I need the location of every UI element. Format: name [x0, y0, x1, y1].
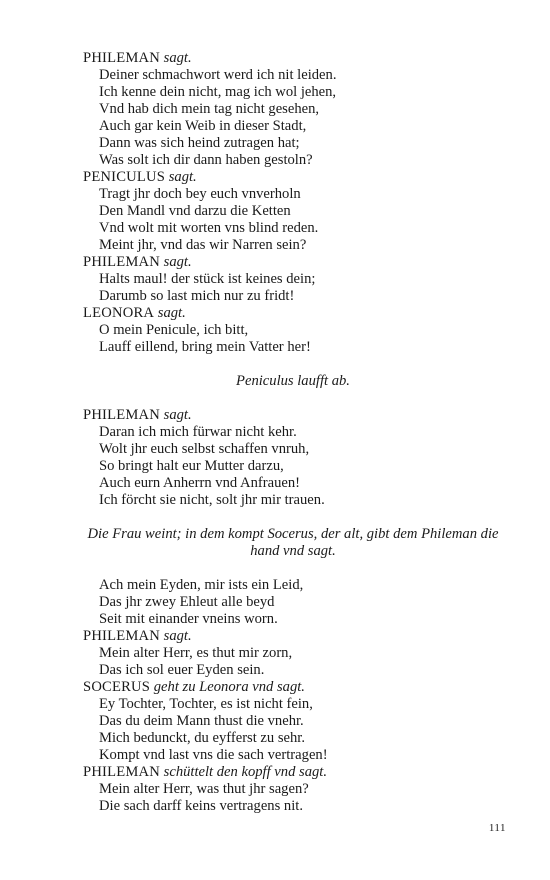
page-number: 111 [488, 822, 506, 834]
speaker-line [83, 305, 503, 322]
verse-line: Seit mit einander vneins worn. [99, 611, 278, 627]
verse-line: Meint jhr, vnd das wir Narren sein? [99, 237, 307, 253]
verse-line: Halts maul! der stück ist keines dein; [99, 271, 316, 287]
verse-line: Ey Tochter, Tochter, es ist nicht fein, [99, 696, 313, 712]
speaker-name: PHILEMAN [83, 50, 160, 66]
stage-direction-inline: sagt. [163, 407, 192, 423]
verse-line: Was solt ich dir dann haben gestoln? [99, 152, 313, 168]
verse-line: Wolt jhr euch selbst schaffen vnruh, [99, 441, 310, 457]
verse-line: Vnd hab dich mein tag nicht gesehen, [99, 101, 320, 117]
verse-line: Das jhr zwey Ehleut alle beyd [99, 594, 275, 610]
stage-direction-inline: geht zu Leonora vnd sagt. [153, 679, 305, 695]
stage-direction-inline: schüttelt den kopff vnd sagt. [163, 764, 327, 780]
verse-line: Auch gar kein Weib in dieser Stadt, [99, 118, 307, 134]
speaker-line [83, 407, 503, 424]
speaker-name: PHILEMAN [83, 254, 160, 270]
speaker-line [83, 254, 503, 271]
verse-line: Vnd wolt mit worten vns blind reden. [99, 220, 319, 236]
stage-direction-inline: sagt. [168, 169, 197, 185]
speaker-name: SOCERUS [83, 679, 151, 695]
stage-direction-inline: sagt. [163, 50, 192, 66]
page-text [83, 50, 503, 815]
stage-direction: Peniculus laufft ab. [236, 373, 350, 389]
speaker-name: PHILEMAN [83, 407, 160, 423]
speaker-line [83, 50, 503, 67]
blank-line [83, 509, 503, 526]
stage-direction: Die Frau weint; in dem kompt Socerus, der alt, gibt dem Phileman die hand vnd sagt. [87, 526, 499, 559]
verse-line: Lauff eillend, bring mein Vatter her! [99, 339, 311, 355]
stage-direction-inline: sagt. [163, 628, 192, 644]
blank-line [83, 560, 503, 577]
verse-line: So bringt halt eur Mutter darzu, [99, 458, 284, 474]
verse-line: Tragt jhr doch bey euch vnverholn [99, 186, 301, 202]
blank-line [83, 356, 503, 373]
verse-line: Mein alter Herr, was thut jhr sagen? [99, 781, 309, 797]
verse-line: Deiner schmachwort werd ich nit leiden. [99, 67, 337, 83]
verse-line: Die sach darff keins vertragens nit. [99, 798, 303, 814]
verse-line: Ich förcht sie nicht, solt jhr mir trauen. [99, 492, 325, 508]
verse-line: O mein Penicule, ich bitt, [99, 322, 249, 338]
verse-line: Kompt vnd last vns die sach vertragen! [99, 747, 328, 763]
verse-line: Daran ich mich fürwar nicht kehr. [99, 424, 297, 440]
speaker-name: PHILEMAN [83, 764, 160, 780]
speaker-line [83, 764, 503, 781]
verse-line: Mein alter Herr, es thut mir zorn, [99, 645, 293, 661]
verse-line: Auch eurn Anherrn vnd Anfrauen! [99, 475, 301, 491]
stage-direction-inline: sagt. [157, 305, 186, 321]
verse-line: Den Mandl vnd darzu die Ketten [99, 203, 291, 219]
verse-line: Ach mein Eyden, mir ists ein Leid, [99, 577, 304, 593]
verse-line: Darumb so last mich nur zu fridt! [99, 288, 295, 304]
verse-line: Das ich sol euer Eyden sein. [99, 662, 265, 678]
verse-line: Mich bedunckt, du eyfferst zu sehr. [99, 730, 306, 746]
speaker-line [83, 169, 503, 186]
blank-line [83, 390, 503, 407]
verse-line: Dann was sich heind zutragen hat; [99, 135, 300, 151]
speaker-line [83, 679, 503, 696]
speaker-line [83, 628, 503, 645]
speaker-name: PHILEMAN [83, 628, 160, 644]
verse-line: Ich kenne dein nicht, mag ich wol jehen, [99, 84, 337, 100]
verse-line: Das du deim Mann thust die vnehr. [99, 713, 304, 729]
speaker-name: PENICULUS [83, 169, 166, 185]
stage-direction-inline: sagt. [163, 254, 192, 270]
speaker-name: LEONORA [83, 305, 155, 321]
